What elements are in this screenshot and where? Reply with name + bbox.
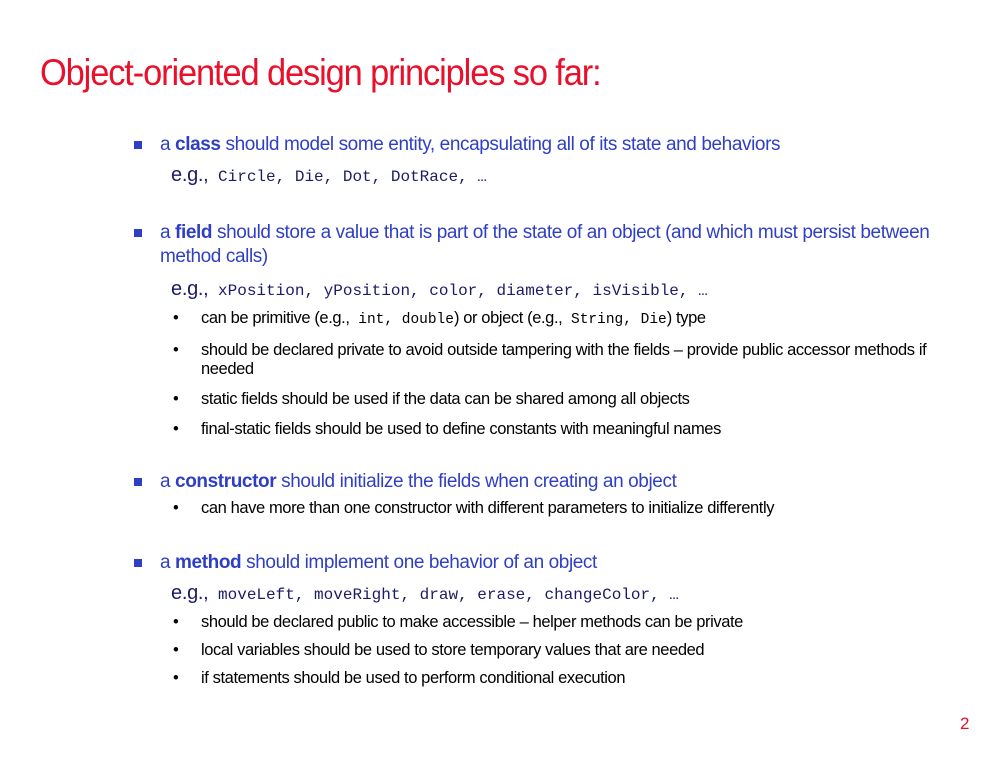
square-bullet-icon [134,141,142,149]
keyword-method: method [175,552,242,573]
dot-bullet-icon: • [173,420,179,438]
dot-bullet-icon: • [173,341,179,359]
sub-bullet [133,669,953,688]
example-label: e.g., [171,164,209,186]
bullet-class [133,133,953,157]
example-field [133,276,953,304]
bullet-text: should initialize the fields when creating an object [276,471,677,492]
sub-text: ) or object (e.g., [453,309,563,327]
sub-bullet [133,390,953,409]
sub-text: should be declared private to avoid outside tampering with the fields – provide public accessor methods if needed [201,341,927,378]
dot-bullet-icon: • [173,499,179,517]
bullet-field [133,221,953,269]
sub-text: can have more than one constructor with different parameters to initialize differently [201,499,775,517]
example-label: e.g., [171,582,209,604]
sub-bullet [133,499,953,518]
bullet-article: a [160,552,176,573]
keyword-constructor: constructor [175,471,277,492]
bullet-article: a [160,134,176,155]
page-number: 2 [960,714,970,733]
bullet-method [133,551,953,575]
inline-code: int, double [349,312,454,328]
square-bullet-icon [134,229,142,237]
example-label: e.g., [171,278,209,300]
example-method [133,580,953,608]
inline-code: String, Die [562,312,667,328]
square-bullet-icon [134,478,142,486]
keyword-class: class [175,134,221,155]
sub-text: local variables should be used to store temporary values that are needed [201,641,705,659]
example-code: xPosition, yPosition, color, diameter, isVisible, … [208,282,708,300]
sub-text: ) type [666,309,706,327]
dot-bullet-icon: • [173,641,179,659]
keyword-field: field [175,222,213,243]
bullet-article: a [160,222,176,243]
slide-title: Object-oriented design principles so far: [40,52,601,93]
example-code: Circle, Die, Dot, DotRace, … [208,168,487,186]
sub-text: static fields should be used if the data can be shared among all objects [201,390,690,408]
slide-content [133,133,953,688]
dot-bullet-icon: • [173,390,179,408]
sub-text: should be declared public to make accessible – helper methods can be private [201,613,743,631]
sub-text: final-static fields should be used to define constants with meaningful names [201,420,721,438]
bullet-article: a [160,471,176,492]
bullet-text: should store a value that is part of the state of an object (and which must persist between method calls) [160,222,930,267]
sub-bullet [133,341,953,379]
bullet-text: should model some entity, encapsulating all of its state and behaviors [220,134,781,155]
dot-bullet-icon: • [173,309,179,327]
sub-bullet [133,613,953,632]
dot-bullet-icon: • [173,669,179,687]
sub-text: if statements should be used to perform conditional execution [201,669,626,687]
example-code: moveLeft, moveRight, draw, erase, changeColor, … [208,586,679,604]
bullet-text: should implement one behavior of an object [241,552,597,573]
bullet-constructor [133,470,953,494]
sub-bullet [133,309,953,330]
dot-bullet-icon: • [173,613,179,631]
square-bullet-icon [134,559,142,567]
example-class [133,162,953,190]
sub-bullet [133,641,953,660]
sub-bullet [133,420,953,439]
sub-text: can be primitive (e.g., [201,309,350,327]
